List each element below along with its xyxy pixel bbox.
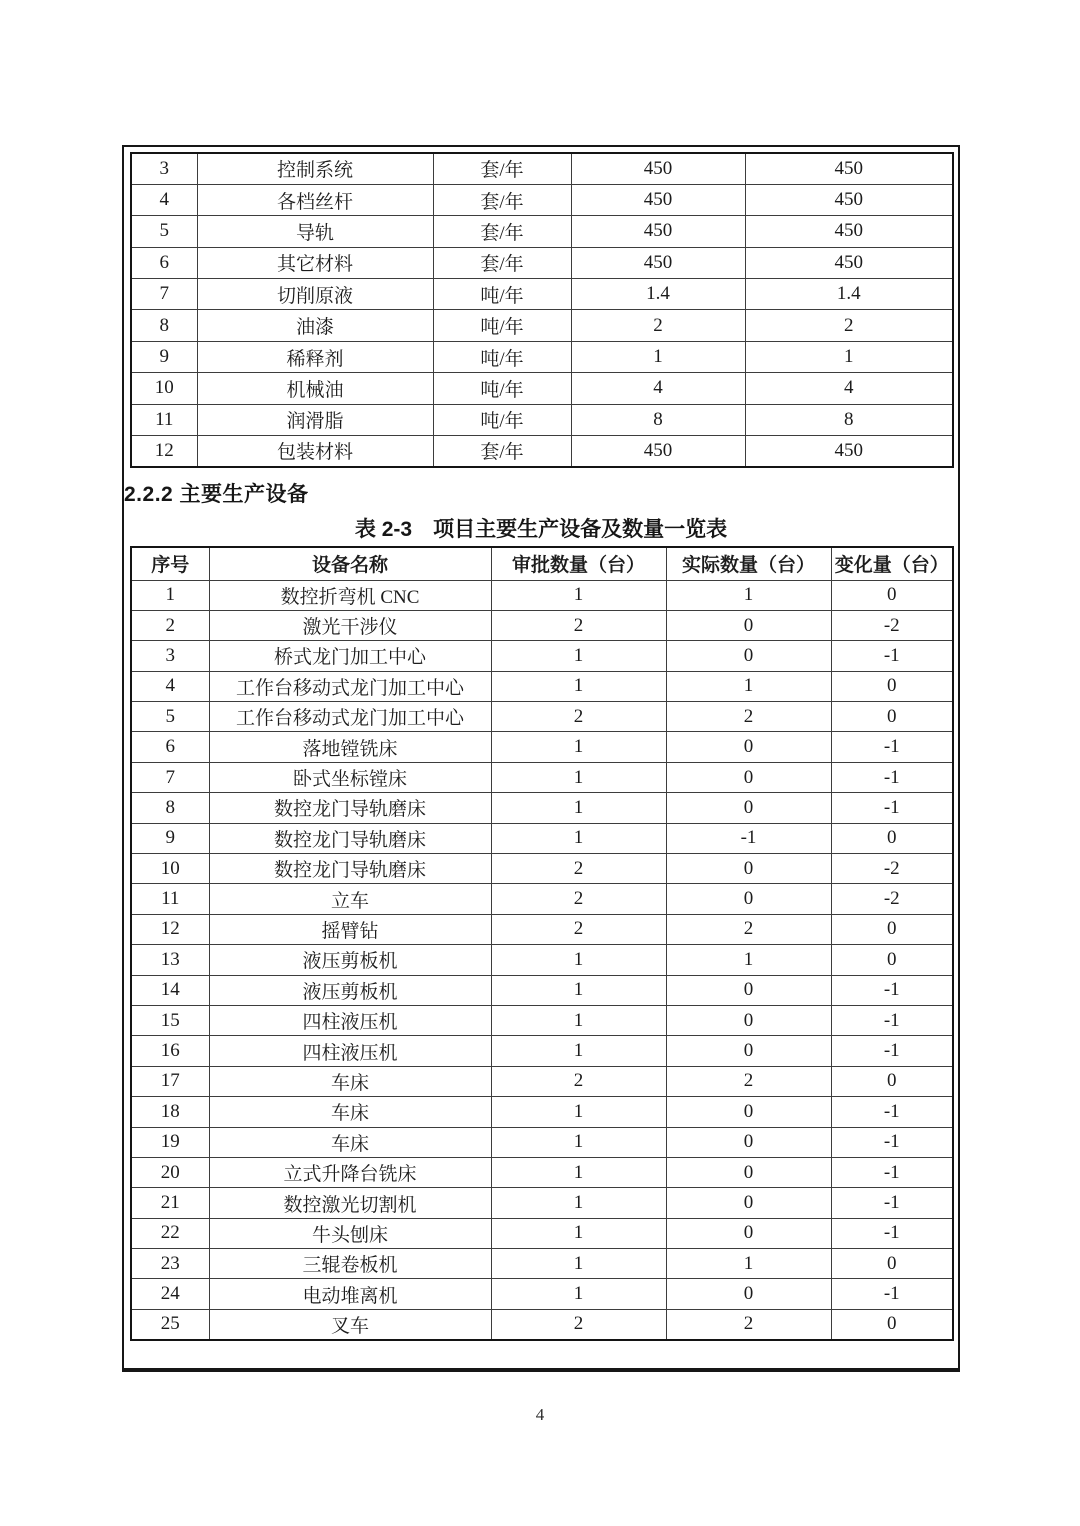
- table-cell: 0: [666, 975, 831, 1005]
- table-cell: 20: [131, 1157, 209, 1187]
- table-cell: 稀释剂: [197, 341, 433, 372]
- table-row: [131, 1005, 953, 1035]
- table-cell: 4: [571, 373, 745, 404]
- table-cell: 450: [571, 153, 745, 184]
- table-cell: 4: [745, 373, 953, 404]
- table-cell: 数控龙门导轨磨床: [209, 823, 491, 853]
- table-row: [131, 184, 953, 215]
- table-cell: 9: [131, 823, 209, 853]
- column-header: 实际数量（台）: [666, 547, 831, 580]
- table-cell: 机械油: [197, 373, 433, 404]
- table-cell: 液压剪板机: [209, 945, 491, 975]
- table-cell: -2: [831, 610, 953, 640]
- page-number: 4: [535, 1405, 545, 1424]
- table-cell: 车床: [209, 1127, 491, 1157]
- table-row: [131, 310, 953, 341]
- table-cell: 三辊卷板机: [209, 1249, 491, 1279]
- table-cell: 数控龙门导轨磨床: [209, 793, 491, 823]
- table-cell: 1: [491, 1218, 666, 1248]
- table-cell: 1: [666, 580, 831, 610]
- table-cell: -2: [831, 884, 953, 914]
- table-cell: 卧式坐标镗床: [209, 762, 491, 792]
- equipment-table-title: 表 2-3 项目主要生产设备及数量一览表: [354, 518, 728, 541]
- table-cell: 11: [131, 884, 209, 914]
- table-row: [131, 1279, 953, 1309]
- table-cell: 3: [131, 153, 197, 184]
- table-cell: 25: [131, 1309, 209, 1339]
- table-row: [131, 823, 953, 853]
- table-cell: 0: [831, 823, 953, 853]
- table-cell: 5: [131, 216, 197, 247]
- table-cell: 四柱液压机: [209, 1005, 491, 1035]
- table-cell: 0: [666, 1005, 831, 1035]
- table-row: [131, 404, 953, 435]
- table-cell: 工作台移动式龙门加工中心: [209, 702, 491, 732]
- column-header: 序号: [131, 547, 209, 580]
- table-cell: 立车: [209, 884, 491, 914]
- table-cell: 0: [666, 884, 831, 914]
- table-cell: -1: [831, 793, 953, 823]
- table-cell: 12: [131, 436, 197, 467]
- table-cell: 四柱液压机: [209, 1036, 491, 1066]
- table-cell: 1: [491, 1157, 666, 1187]
- table-cell: 吨/年: [433, 310, 571, 341]
- table-cell: 16: [131, 1036, 209, 1066]
- table-row: [131, 732, 953, 762]
- table-cell: 立式升降台铣床: [209, 1157, 491, 1187]
- table-cell: 8: [571, 404, 745, 435]
- table-row: [131, 975, 953, 1005]
- table-cell: 1: [491, 1249, 666, 1279]
- table-cell: 2: [571, 310, 745, 341]
- table-cell: 1: [491, 793, 666, 823]
- table-cell: 1.4: [745, 279, 953, 310]
- table-cell: -1: [831, 1005, 953, 1035]
- table-cell: -1: [831, 762, 953, 792]
- table-cell: -1: [831, 732, 953, 762]
- table-cell: 0: [666, 1218, 831, 1248]
- table-cell: -1: [831, 1127, 953, 1157]
- table-cell: 0: [831, 702, 953, 732]
- table-row: [131, 580, 953, 610]
- table-cell: 5: [131, 702, 209, 732]
- table-cell: 0: [831, 1249, 953, 1279]
- table-cell: 0: [831, 914, 953, 944]
- table-cell: 2: [666, 1066, 831, 1096]
- table-cell: 1: [491, 1097, 666, 1127]
- table-cell: 落地镗铣床: [209, 732, 491, 762]
- table-cell: 450: [571, 184, 745, 215]
- table-cell: 4: [131, 184, 197, 215]
- table-cell: 1: [491, 580, 666, 610]
- table-cell: -1: [831, 1036, 953, 1066]
- table-row: [131, 373, 953, 404]
- table-cell: 450: [571, 216, 745, 247]
- table-cell: -1: [831, 1188, 953, 1218]
- table-cell: 套/年: [433, 436, 571, 467]
- table-cell: 15: [131, 1005, 209, 1035]
- table-row: [131, 1036, 953, 1066]
- table-cell: 17: [131, 1066, 209, 1096]
- table-cell: 0: [666, 610, 831, 640]
- table-cell: -1: [831, 975, 953, 1005]
- table-cell: 3: [131, 641, 209, 671]
- page-border-frame: [122, 145, 960, 1372]
- table-cell: 2: [666, 914, 831, 944]
- table-cell: 吨/年: [433, 404, 571, 435]
- column-header: 审批数量（台）: [491, 547, 666, 580]
- table-cell: 吨/年: [433, 279, 571, 310]
- table-cell: 2: [666, 702, 831, 732]
- table-cell: 1: [131, 580, 209, 610]
- table-cell: 0: [831, 671, 953, 701]
- table-cell: 吨/年: [433, 341, 571, 372]
- table-cell: 14: [131, 975, 209, 1005]
- table-cell: 7: [131, 279, 197, 310]
- table-row: [131, 671, 953, 701]
- table-row: [131, 1218, 953, 1248]
- table-cell: 0: [831, 1309, 953, 1339]
- table-row: [131, 641, 953, 671]
- table-cell: 2: [491, 702, 666, 732]
- table-cell: 6: [131, 732, 209, 762]
- table-cell: 吨/年: [433, 373, 571, 404]
- table-cell: 13: [131, 945, 209, 975]
- table-cell: 19: [131, 1127, 209, 1157]
- table-cell: 套/年: [433, 216, 571, 247]
- table-cell: 包装材料: [197, 436, 433, 467]
- table-cell: 2: [491, 1066, 666, 1096]
- table-cell: -1: [666, 823, 831, 853]
- table-cell: 8: [131, 793, 209, 823]
- table-cell: 450: [745, 153, 953, 184]
- table-row: [131, 610, 953, 640]
- table-cell: 润滑脂: [197, 404, 433, 435]
- table-cell: 450: [745, 436, 953, 467]
- table-row: [131, 793, 953, 823]
- table-row: [131, 1309, 953, 1339]
- table-cell: 各档丝杆: [197, 184, 433, 215]
- table-cell: 10: [131, 854, 209, 884]
- table-cell: 桥式龙门加工中心: [209, 641, 491, 671]
- column-header: 设备名称: [209, 547, 491, 580]
- table-cell: 6: [131, 247, 197, 278]
- table-cell: 1: [666, 671, 831, 701]
- table-cell: 0: [666, 1157, 831, 1187]
- table-row: [131, 279, 953, 310]
- table-cell: 450: [571, 247, 745, 278]
- table-cell: 车床: [209, 1066, 491, 1096]
- table-cell: 0: [666, 793, 831, 823]
- table-cell: 数控折弯机 CNC: [209, 580, 491, 610]
- table-row: [131, 247, 953, 278]
- table-cell: 1: [666, 945, 831, 975]
- equipment-table-body: [131, 580, 953, 1340]
- table-cell: 0: [666, 762, 831, 792]
- table-cell: 450: [745, 247, 953, 278]
- table-cell: 1: [745, 341, 953, 372]
- table-cell: 0: [666, 1036, 831, 1066]
- table-cell: 7: [131, 762, 209, 792]
- table-cell: 1: [491, 671, 666, 701]
- table-cell: 10: [131, 373, 197, 404]
- table-cell: 9: [131, 341, 197, 372]
- table-row: [131, 884, 953, 914]
- table-cell: 数控激光切割机: [209, 1188, 491, 1218]
- table-cell: 1: [571, 341, 745, 372]
- table-row: [131, 762, 953, 792]
- table-cell: 1: [491, 1005, 666, 1035]
- table-cell: 1: [491, 1127, 666, 1157]
- table-cell: 0: [666, 1279, 831, 1309]
- table-cell: 油漆: [197, 310, 433, 341]
- table-cell: 1: [491, 641, 666, 671]
- table-cell: 导轨: [197, 216, 433, 247]
- table-cell: 23: [131, 1249, 209, 1279]
- table-row: [131, 914, 953, 944]
- table-cell: 叉车: [209, 1309, 491, 1339]
- table-cell: 1: [491, 975, 666, 1005]
- materials-table: [130, 152, 954, 468]
- table-cell: 450: [745, 216, 953, 247]
- table-row: [131, 153, 953, 184]
- equipment-table: [130, 546, 954, 1341]
- table-cell: 0: [831, 1066, 953, 1096]
- table-cell: 激光干涉仪: [209, 610, 491, 640]
- table-cell: 2: [491, 884, 666, 914]
- table-cell: 1: [491, 762, 666, 792]
- table-cell: 工作台移动式龙门加工中心: [209, 671, 491, 701]
- table-cell: 1: [491, 823, 666, 853]
- table-row: [131, 1188, 953, 1218]
- table-row: [131, 702, 953, 732]
- table-row: [131, 1097, 953, 1127]
- table-cell: 切削原液: [197, 279, 433, 310]
- equipment-table-head: [131, 547, 953, 580]
- table-cell: 电动堆离机: [209, 1279, 491, 1309]
- table-cell: 其它材料: [197, 247, 433, 278]
- table-row: [131, 436, 953, 467]
- table-cell: 1: [666, 1249, 831, 1279]
- table-cell: 18: [131, 1097, 209, 1127]
- table-cell: -1: [831, 1097, 953, 1127]
- table-cell: 0: [666, 1188, 831, 1218]
- table-cell: 8: [745, 404, 953, 435]
- table-cell: 牛头刨床: [209, 1218, 491, 1248]
- table-row: [131, 1066, 953, 1096]
- table-cell: 1: [491, 1279, 666, 1309]
- table-row: [131, 1249, 953, 1279]
- table-cell: 0: [831, 945, 953, 975]
- equipment-header-row: [131, 547, 953, 580]
- table-cell: 1.4: [571, 279, 745, 310]
- table-cell: 2: [666, 1309, 831, 1339]
- table-cell: 0: [666, 1097, 831, 1127]
- table-cell: -1: [831, 1157, 953, 1187]
- table-cell: 数控龙门导轨磨床: [209, 854, 491, 884]
- table-row: [131, 216, 953, 247]
- table-cell: 套/年: [433, 247, 571, 278]
- table-cell: 1: [491, 1036, 666, 1066]
- table-cell: 液压剪板机: [209, 975, 491, 1005]
- column-header: 变化量（台）: [831, 547, 953, 580]
- table-cell: 450: [745, 184, 953, 215]
- table-row: [131, 1127, 953, 1157]
- table-cell: 0: [666, 1127, 831, 1157]
- table-cell: 1: [491, 1188, 666, 1218]
- table-cell: 2: [745, 310, 953, 341]
- table-cell: 0: [666, 854, 831, 884]
- table-cell: 2: [491, 854, 666, 884]
- table-cell: -1: [831, 1279, 953, 1309]
- table-cell: 11: [131, 404, 197, 435]
- table-cell: -1: [831, 641, 953, 671]
- table-cell: 摇臂钻: [209, 914, 491, 944]
- table-cell: -2: [831, 854, 953, 884]
- table-row: [131, 945, 953, 975]
- table-cell: 12: [131, 914, 209, 944]
- table-cell: 2: [131, 610, 209, 640]
- table-cell: 21: [131, 1188, 209, 1218]
- table-row: [131, 1157, 953, 1187]
- table-cell: 450: [571, 436, 745, 467]
- table-row: [131, 341, 953, 372]
- table-cell: 4: [131, 671, 209, 701]
- table-cell: 8: [131, 310, 197, 341]
- table-cell: 套/年: [433, 184, 571, 215]
- table-cell: 0: [831, 580, 953, 610]
- materials-table-body: [131, 153, 953, 467]
- table-cell: 1: [491, 945, 666, 975]
- table-cell: 0: [666, 641, 831, 671]
- section-heading: 2.2.2 主要生产设备: [124, 483, 309, 506]
- table-cell: 1: [491, 732, 666, 762]
- table-cell: 控制系统: [197, 153, 433, 184]
- table-cell: 0: [666, 732, 831, 762]
- table-cell: 2: [491, 610, 666, 640]
- table-row: [131, 854, 953, 884]
- table-cell: -1: [831, 1218, 953, 1248]
- table-cell: 22: [131, 1218, 209, 1248]
- table-cell: 套/年: [433, 153, 571, 184]
- table-cell: 2: [491, 1309, 666, 1339]
- table-cell: 24: [131, 1279, 209, 1309]
- table-cell: 车床: [209, 1097, 491, 1127]
- table-cell: 2: [491, 914, 666, 944]
